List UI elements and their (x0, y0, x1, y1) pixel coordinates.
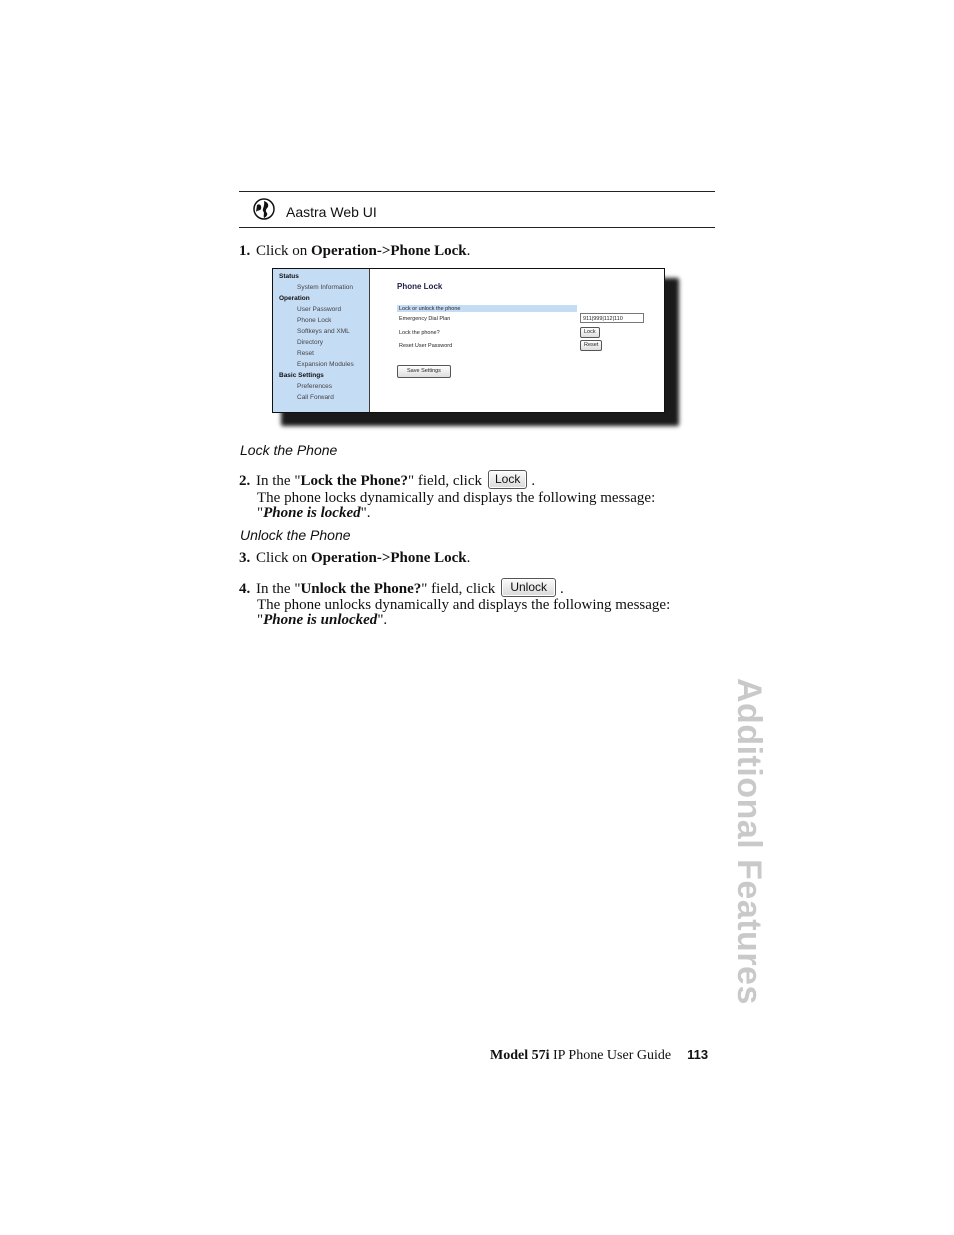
page-number: 113 (687, 1047, 709, 1062)
field-name: Unlock the Phone? (300, 580, 422, 597)
sidebar-item-call-forward: Call Forward (297, 394, 334, 401)
step-2-description: The phone locks dynamically and displays the following message: (257, 490, 656, 506)
sidebar-heading-status: Status (279, 273, 299, 280)
step-text: In the " (256, 472, 301, 489)
step-text: Click on (256, 550, 311, 566)
step-text: Click on (256, 243, 311, 259)
unlock-the-phone-heading: Unlock the Phone (240, 527, 351, 543)
step-2-message (257, 506, 371, 521)
menu-path: Operation->Phone Lock (311, 550, 467, 566)
header-bottom-rule (239, 227, 715, 228)
locked-message: Phone is locked (263, 505, 361, 521)
header-title: Aastra Web UI (286, 204, 377, 220)
screenshot-main (370, 269, 664, 412)
sidebar-heading-operation: Operation (279, 295, 310, 302)
globe-icon (253, 198, 275, 220)
unlocked-message: Phone is unlocked (263, 612, 378, 628)
sidebar-item-reset: Reset (297, 350, 314, 357)
lock-button-image: Lock (488, 470, 527, 489)
chapter-side-tab: Additional Features (730, 678, 768, 1005)
sidebar-item-preferences: Preferences (297, 383, 333, 390)
step-text: . (466, 550, 471, 566)
sidebar-item-softkeys: Softkeys and XML (297, 328, 350, 335)
step-text: " field, click (421, 580, 496, 597)
quote: ". (360, 505, 371, 521)
save-settings-button: Save Settings (397, 365, 451, 378)
page-footer (490, 1047, 708, 1064)
step-text: . (531, 472, 536, 489)
step-text: In the " (256, 580, 301, 597)
step-text: . (560, 580, 564, 597)
header-bar (239, 192, 715, 227)
phone-lock-title: Phone Lock (397, 282, 443, 291)
sidebar-item-phone-lock: Phone Lock (297, 317, 332, 324)
footer-guide-title: IP Phone User Guide (549, 1048, 672, 1063)
field-name: Lock the Phone? (300, 472, 408, 489)
menu-path: Operation->Phone Lock (311, 243, 467, 259)
lock-button: Lock (580, 327, 600, 338)
sidebar-item-directory: Directory (297, 339, 324, 346)
sidebar-heading-basic-settings: Basic Settings (279, 372, 324, 379)
reset-button: Reset (580, 340, 602, 351)
step-text: . (466, 243, 471, 259)
sidebar-item-expansion-modules: Expansion Modules (297, 361, 354, 368)
step-number: 3. (239, 550, 251, 566)
emergency-dial-plan-label: Emergency Dial Plan (399, 316, 451, 322)
step-4-description: The phone unlocks dynamically and displays the following message: (257, 597, 671, 613)
step-text: " field, click (407, 472, 482, 489)
lock-phone-label: Lock the phone? (399, 330, 440, 336)
step-number: 4. (239, 580, 251, 597)
step-4-message (257, 613, 387, 628)
web-ui-screenshot (272, 268, 665, 413)
sidebar-item-user-password: User Password (297, 306, 342, 313)
sidebar-item-system-information: System Information (297, 284, 353, 291)
quote: " (257, 612, 264, 628)
step-2 (239, 472, 535, 491)
step-1 (239, 243, 470, 260)
screenshot-sidebar (273, 269, 370, 412)
reset-password-label: Reset User Password (399, 343, 453, 349)
lock-the-phone-heading: Lock the Phone (240, 442, 338, 458)
step-number: 2. (239, 472, 251, 489)
section-label: Lock or unlock the phone (399, 306, 461, 312)
emergency-dial-plan-input: 911|999|112|110 (580, 313, 644, 323)
step-3 (239, 550, 470, 567)
quote: " (257, 505, 264, 521)
step-number: 1. (239, 243, 251, 259)
unlock-button-image: Unlock (501, 578, 556, 597)
footer-model: Model 57i (490, 1048, 550, 1063)
quote: ". (377, 612, 388, 628)
